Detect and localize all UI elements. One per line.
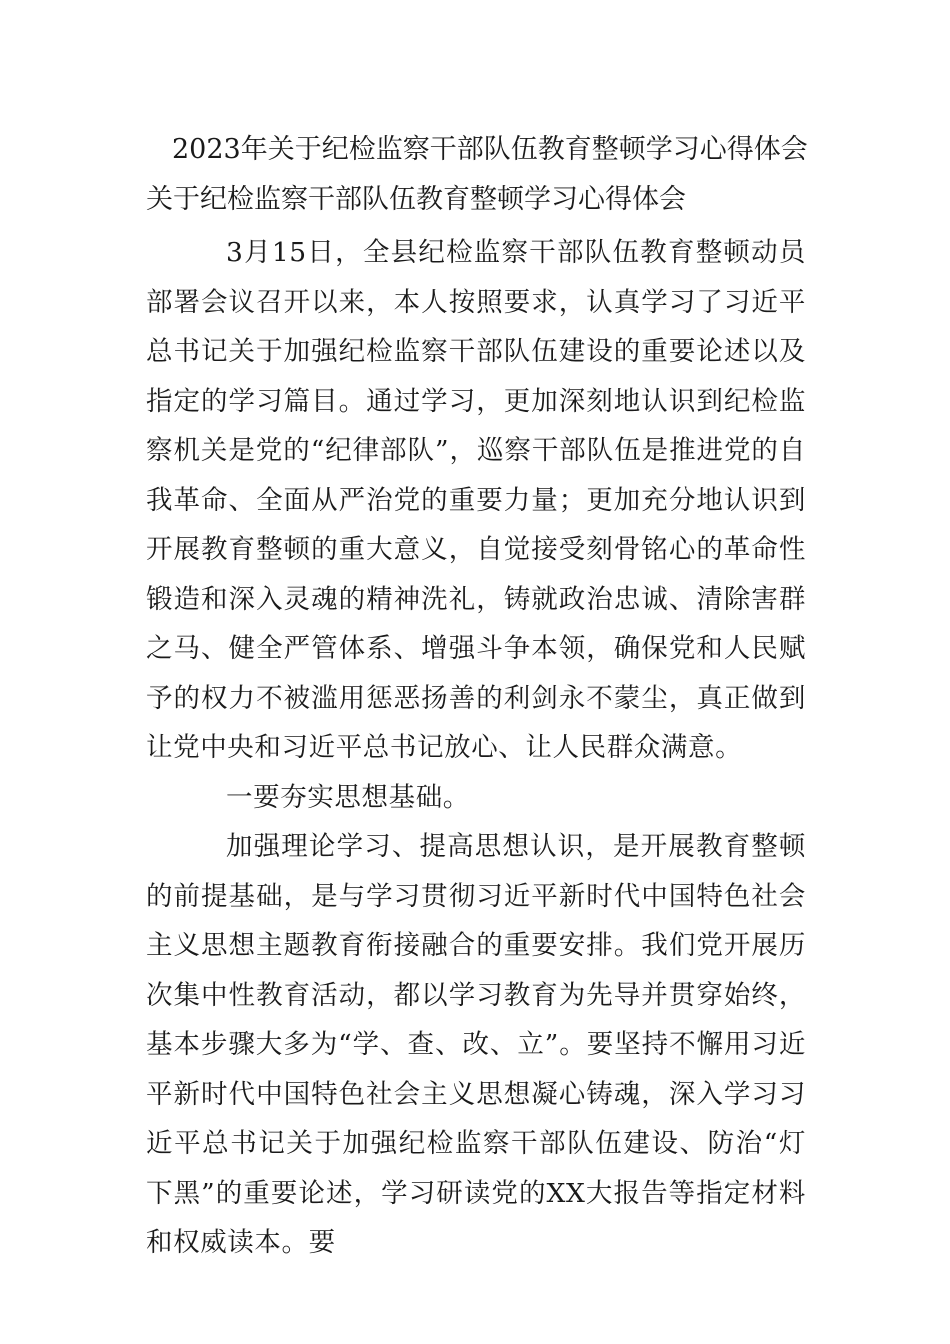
document-title: 2023年关于纪检监察干部队伍教育整顿学习心得体会 [172, 134, 808, 165]
document-body [146, 228, 806, 1268]
paragraph-section-1: 加强理论学习、提高思想认识，是开展教育整顿的前提基础，是与学习贯彻习近平新时代中国特色社会主义思想主题教育衔接融合的重要安排。我们党开展历次集中性教育活动，都以学习教育为先导并贯穿始终，基本步骤大多为“学、查、改、立”。要坚持不懈用习近平新时代中国特色社会主义思想凝心铸魂，深入学习习近平总书记关于加强纪检监察干部队伍建设、防治“灯下黑”的重要论述，学习研读党的XX大报告等指定材料和权威读本。要 [146, 831, 806, 1258]
document-subtitle: 关于纪检监察干部队伍教育整顿学习心得体会 [146, 184, 686, 215]
paragraph-intro: 3月15日，全县纪检监察干部队伍教育整顿动员部署会议召开以来，本人按照要求，认真学习了习近平总书记关于加强纪检监察干部队伍建设的重要论述以及指定的学习篇目。通过学习，更加深刻地认识到纪检监察机关是党的“纪律部队”，巡察干部队伍是推进党的自我革命、全面从严治党的重要力量；更加充分地认识到开展教育整顿的重大意义，自觉接受刻骨铭心的革命性锻造和深入灵魂的精神洗礼，铸就政治忠诚、清除害群之马、健全严管体系、增强斗争本领，确保党和人民赋予的权力不被滥用惩恶扬善的利剑永不蒙尘，真正做到让党中央和习近平总书记放心、让人民群众满意。 [146, 237, 806, 763]
section-heading: 一要夯实思想基础。 [226, 781, 470, 813]
